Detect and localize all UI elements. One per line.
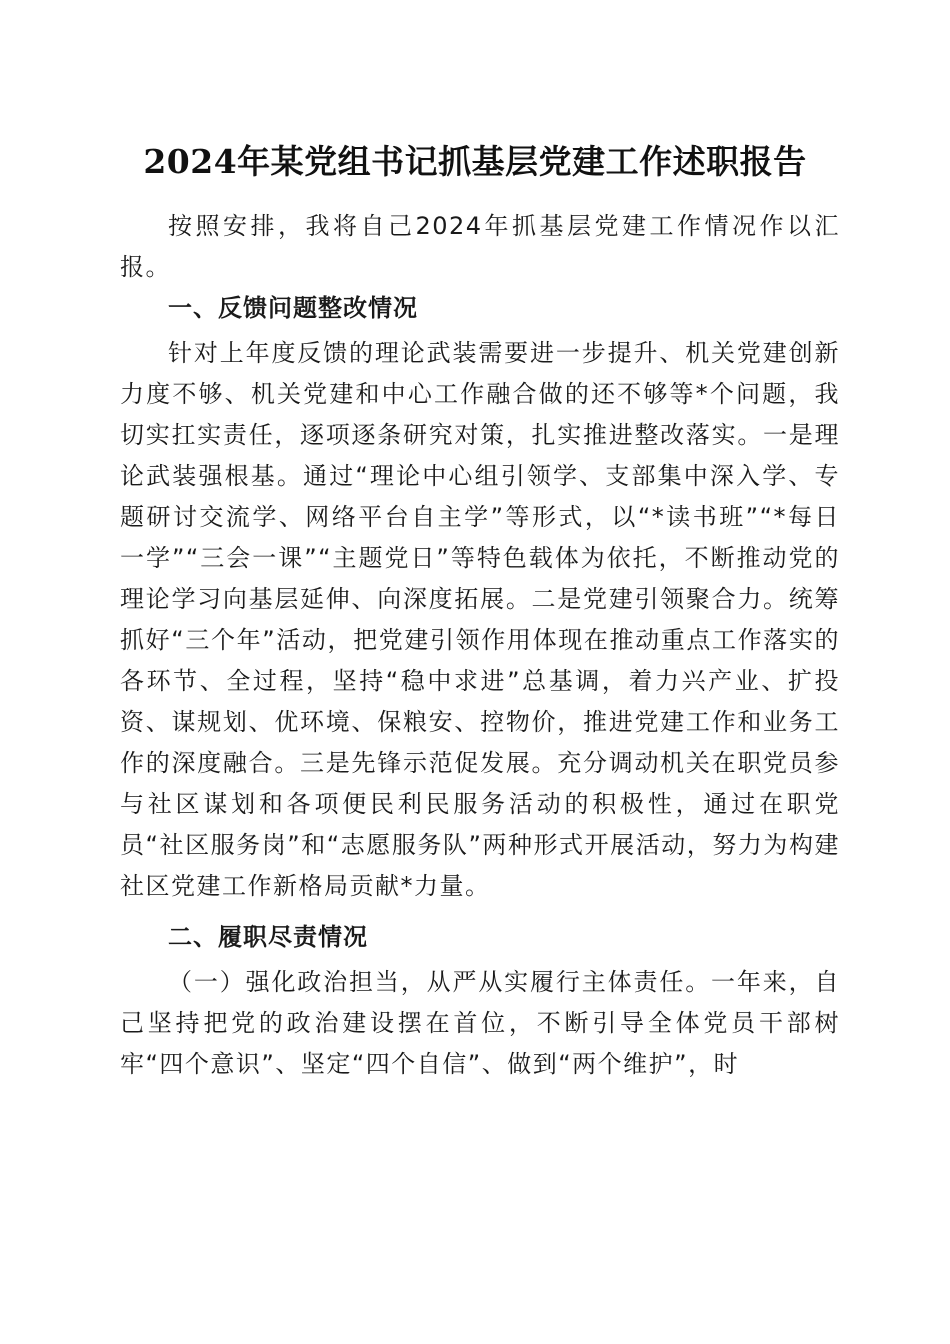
intro-paragraph: 按照安排，我将自己2024年抓基层党建工作情况作以汇报。 (120, 212, 840, 281)
document-body (120, 206, 840, 1085)
section-paragraph-feedback: 针对上年度反馈的理论武装需要进一步提升、机关党建创新力度不够、机关党建和中心工作融合做的还不够等*个问题，我切实扛实责任，逐项逐条研究对策，扎实推进整改落实。一是理论武装强根基。通过“理论中心组引领学、支部集中深入学、专题研讨交流学、网络平台自主学”等形式，以“*读书班”“*每日一学”“三会一课”“主题党日”等特色载体为依托，不断推动党的理论学习向基层延伸、向深度拓展。二是党建引领聚合力。统筹抓好“三个年”活动，把党建引领作用体现在推动重点工作落实的各环节、全过程，坚持“稳中求进”总基调，着力兴产业、扩投资、谋规划、优环境、保粮安、控物价，推进党建工作和业务工作的深度融合。三是先锋示范促发展。充分调动机关在职党员参与社区谋划和各项便民利民服务活动的积极性，通过在职党员“社区服务岗”和“志愿服务队”两种形式开展活动，努力为构建社区党建工作新格局贡献*力量。 (120, 339, 840, 900)
section-heading-duties: 二、履职尽责情况 (168, 923, 368, 951)
section-paragraph-duties: （一）强化政治担当，从严从实履行主体责任。一年来，自己坚持把党的政治建设摆在首位，不断引导全体党员干部树牢“四个意识”、坚定“四个自信”、做到“两个维护”，时 (120, 968, 840, 1078)
document-title: 2024年某党组书记抓基层党建工作述职报告 (143, 142, 807, 181)
section-heading-feedback: 一、反馈问题整改情况 (168, 294, 418, 322)
